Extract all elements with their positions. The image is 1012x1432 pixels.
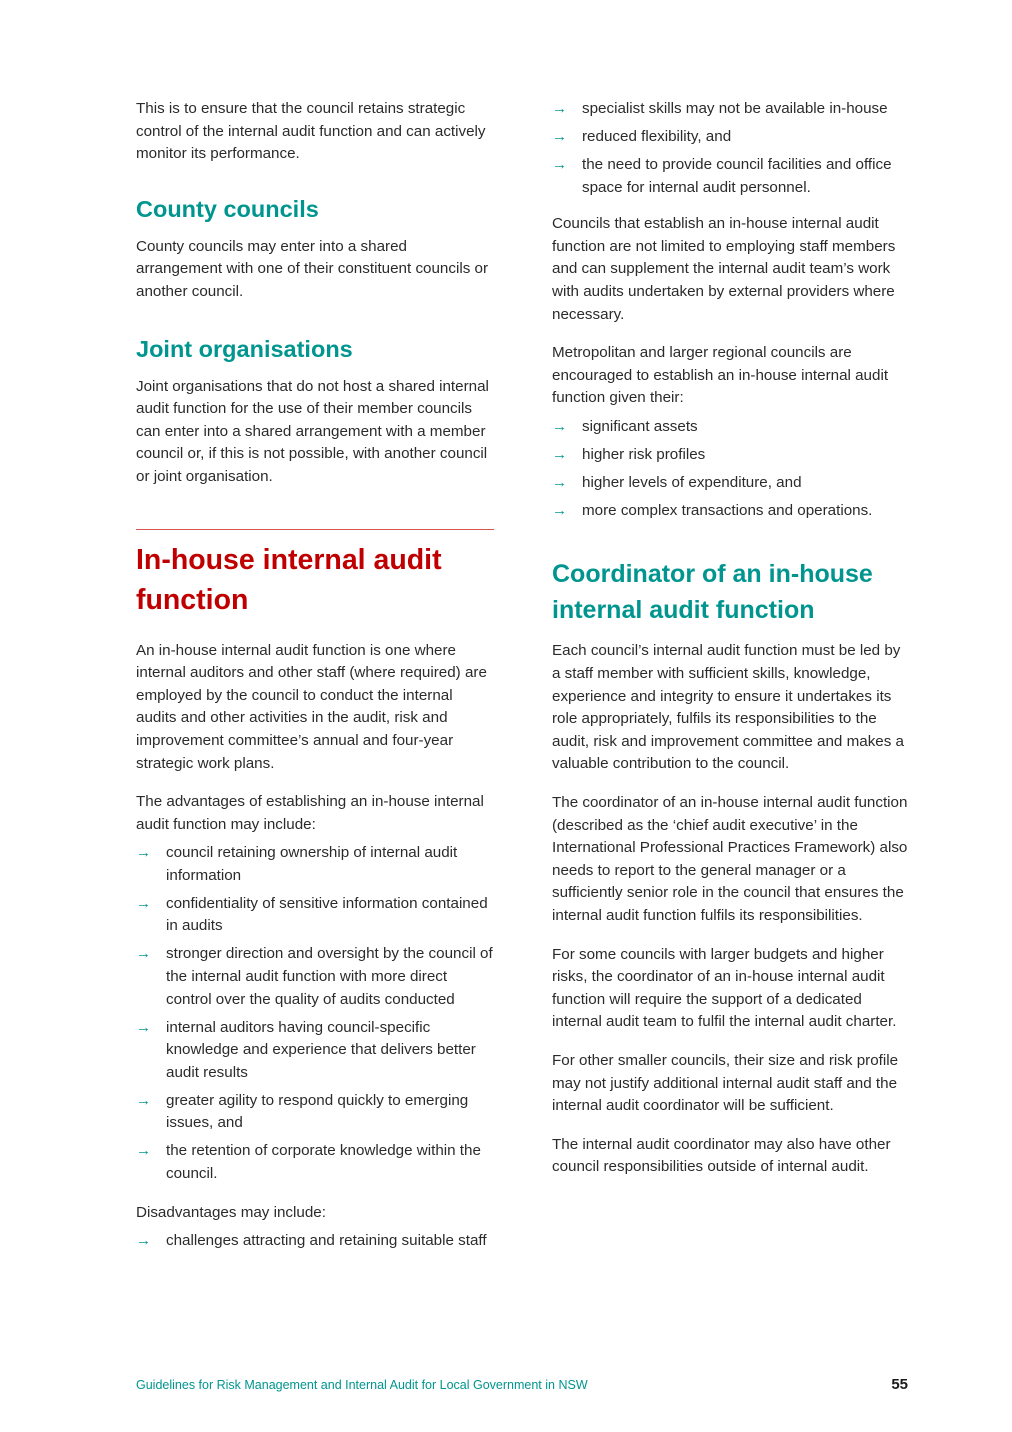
disadvantages-intro: Disadvantages may include: xyxy=(136,1203,326,1221)
list-item: → more complex transactions and operations. xyxy=(552,500,912,523)
list-item: → challenges attracting and retaining suitable staff xyxy=(136,1230,496,1253)
intro-paragraph: This is to ensure that the council retains strategic control of the internal audit function and can actively monitor its performance. xyxy=(136,100,486,163)
arrow-right-icon: → xyxy=(136,844,151,862)
list-item: → internal auditors having council-specific knowledge and experience that delivers better audit results xyxy=(136,1018,476,1081)
in-house-paragraph: An in-house internal audit function is one where internal auditors and other staff (where required) are employed by the council to conduct the internal audits and other activities in the audit, risk and improvement committee’s annual and four-year strategic work plans. xyxy=(136,641,487,772)
right-column xyxy=(552,98,912,1195)
list-item: → specialist skills may not be available in-house xyxy=(552,98,912,121)
list-item: → the need to provide council facilities and office space for internal audit personnel. xyxy=(552,155,892,196)
coordinator-paragraph-2: The coordinator of an in-house internal audit function (described as the ‘chief audit executive’ in the International Professional Practices Framework) also needs to report to the general manager or a sufficiently senior role in the council that ensures the internal audit function fulfils its responsibilities. xyxy=(552,794,908,924)
coordinator-paragraph-1: Each council’s internal audit function must be led by a staff member with sufficient skills, knowledge, experience and integrity to ensure it undertakes its role appropriately, fulfils its responsibilities to the audit, risk and improvement committee and makes a valuable contribution to the council. xyxy=(552,642,904,773)
disadvantages-list-continued xyxy=(552,98,912,199)
page-number: 55 xyxy=(891,1376,908,1393)
section-divider xyxy=(136,529,494,530)
list-item: → the retention of corporate knowledge within the council. xyxy=(136,1142,481,1182)
arrow-right-icon: → xyxy=(552,100,567,117)
advantages-intro: The advantages of establishing an in-house internal audit function may include: xyxy=(136,793,484,833)
list-item: → stronger direction and oversight by the council of the internal audit function with more direct control over the quality of audits conducted xyxy=(136,945,493,1008)
arrow-right-icon: → xyxy=(552,473,567,491)
arrow-right-icon: → xyxy=(552,127,567,145)
list-item: → confidentiality of sensitive information contained in audits xyxy=(136,894,488,935)
arrow-right-icon: → xyxy=(552,501,567,519)
coordinator-paragraph-3: For some councils with larger budgets and higher risks, the coordinator of an in-house internal audit function will require the support of a dedicated internal audit team to fulfil the internal audit charter. xyxy=(552,945,897,1031)
establish-paragraph: Councils that establish an in-house internal audit function are not limited to employing staff members and can supplement the internal audit team’s work with audits undertaken by external providers where necessary. xyxy=(552,215,896,323)
arrow-right-icon: → xyxy=(552,445,567,463)
metro-list xyxy=(552,416,912,523)
arrow-right-icon: → xyxy=(552,417,567,435)
arrow-right-icon: → xyxy=(136,1091,151,1109)
list-item: → greater agility to respond quickly to emerging issues, and xyxy=(136,1091,469,1132)
list-item: → higher levels of expenditure, and xyxy=(552,472,912,495)
list-item: → reduced flexibility, and xyxy=(552,126,912,149)
footer-title: Guidelines for Risk Management and Internal Audit for Local Government in NSW xyxy=(136,1378,588,1392)
advantages-list xyxy=(136,842,496,1185)
arrow-right-icon: → xyxy=(136,1142,151,1160)
coordinator-heading: Coordinator of an in-house internal audit function xyxy=(552,560,873,625)
arrow-right-icon: → xyxy=(136,894,151,912)
arrow-right-icon: → xyxy=(552,155,567,173)
county-councils-paragraph: County councils may enter into a shared arrangement with one of their constituent councils or another council. xyxy=(136,237,489,300)
arrow-right-icon: → xyxy=(136,1018,151,1036)
joint-organisations-heading: Joint organisations xyxy=(136,335,353,362)
list-item: → council retaining ownership of internal audit information xyxy=(136,844,458,884)
county-councils-heading: County councils xyxy=(136,195,319,222)
joint-organisations-paragraph: Joint organisations that do not host a shared internal audit function for the use of their member councils can enter into a shared arrangement with a member council or, if this is not possible, with another council or joint organisation. xyxy=(136,377,489,485)
arrow-right-icon: → xyxy=(136,1232,151,1250)
list-item: → higher risk profiles xyxy=(552,444,912,467)
page-footer xyxy=(136,1376,908,1396)
list-item: → significant assets xyxy=(552,416,912,439)
left-column xyxy=(136,98,496,1269)
disadvantages-list xyxy=(136,1230,496,1253)
in-house-heading: In-house internal audit function xyxy=(136,543,442,616)
metro-intro: Metropolitan and larger regional councils are encouraged to establish an in-house internal audit function given their: xyxy=(552,344,889,407)
arrow-right-icon: → xyxy=(136,945,151,963)
coordinator-paragraph-4: For other smaller councils, their size and risk profile may not justify additional internal audit staff and the internal audit coordinator will be sufficient. xyxy=(552,1051,899,1115)
coordinator-paragraph-5: The internal audit coordinator may also have other council responsibilities outside of internal audit. xyxy=(552,1135,891,1176)
